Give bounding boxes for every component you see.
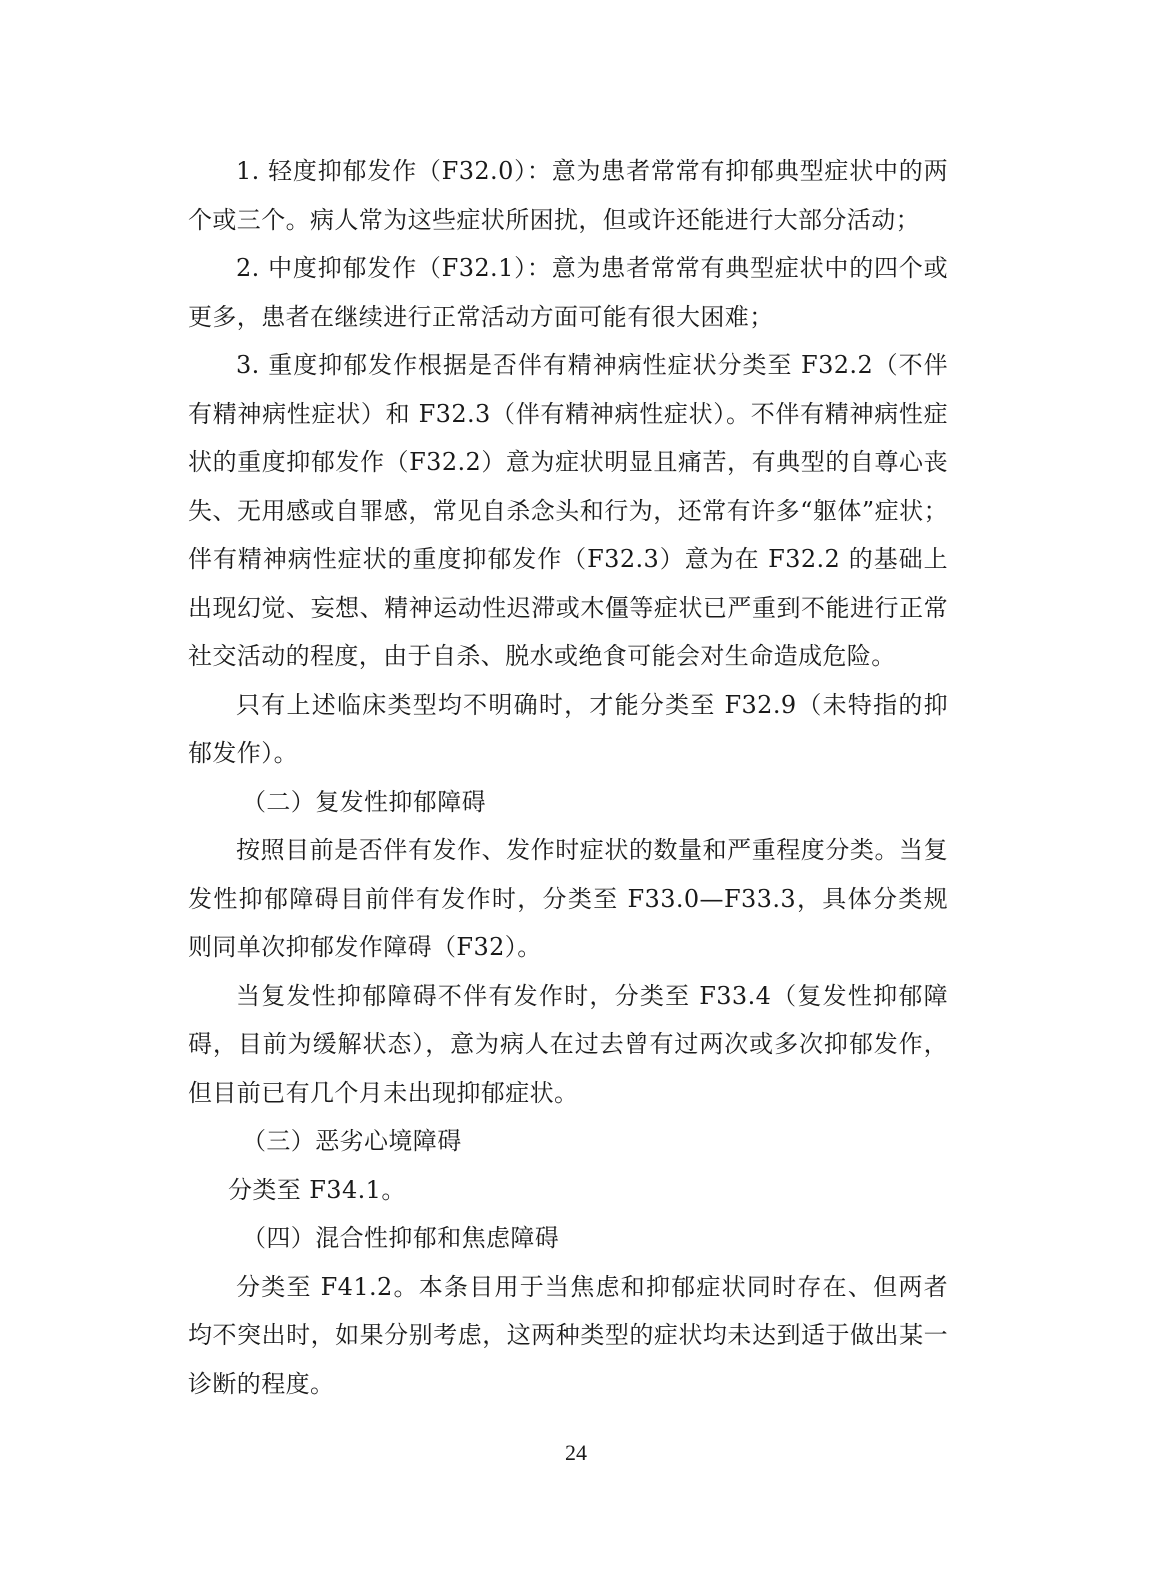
paragraph-mild-depressive-episode: 1. 轻度抑郁发作（F32.0）：意为患者常常有抑郁典型症状中的两个或三个。病人常为这些症状所困扰，但或许还能进行大部分活动；	[188, 157, 948, 234]
paragraph-mixed-anxiety-depression: 分类至 F41.2。本条目用于当焦虑和抑郁症状同时存在、但两者均不突出时，如果分别考虑，这两种类型的症状均未达到适于做出某一诊断的程度。	[188, 1272, 948, 1398]
page-number: 24	[565, 1440, 587, 1465]
paragraph-dysthymia-code: 分类至 F34.1。	[228, 1175, 406, 1204]
paragraph-unspecified-episode: 只有上述临床类型均不明确时，才能分类至 F32.9（未特指的抑郁发作）。	[188, 690, 948, 767]
paragraph-severe-depressive-episode: 3. 重度抑郁发作根据是否伴有精神病性症状分类至 F32.2（不伴有精神病性症状）和 F32.3（伴有精神病性症状）。不伴有精神病性症状的重度抑郁发作（F32.2）意为症状明显且痛苦，有典型的自尊心丧失、无用感或自罪感，常见自杀念头和行为，还常有许多“躯体”症状；伴有精神病性症状的重度抑郁发作（F32.3）意为在 F32.2 的基础上出现幻觉、妄想、精神运动性迟滞或木僵等症状已严重到不能进行正常社交活动的程度，由于自杀、脱水或绝食可能会对生命造成危险。	[188, 351, 948, 670]
section-heading-recurrent-depressive-disorder: （二）复发性抑郁障碍	[242, 787, 486, 816]
page-body	[188, 147, 948, 1408]
section-heading-mixed-anxiety-depression: （四）混合性抑郁和焦虑障碍	[242, 1224, 560, 1252]
paragraph-recurrent-with-episode: 按照目前是否伴有发作、发作时症状的数量和严重程度分类。当复发性抑郁障碍目前伴有发作时，分类至 F33.0—F33.3，具体分类规则同单次抑郁发作障碍（F32）。	[188, 836, 948, 961]
paragraph-moderate-depressive-episode: 2. 中度抑郁发作（F32.1）：意为患者常常有典型症状中的四个或更多，患者在继续进行正常活动方面可能有很大困难；	[188, 254, 948, 331]
paragraph-recurrent-remission: 当复发性抑郁障碍不伴有发作时，分类至 F33.4（复发性抑郁障碍，目前为缓解状态），意为病人在过去曾有过两次或多次抑郁发作，但目前已有几个月未出现抑郁症状。	[188, 981, 948, 1107]
section-heading-dysthymia: （三）恶劣心境障碍	[242, 1127, 462, 1155]
